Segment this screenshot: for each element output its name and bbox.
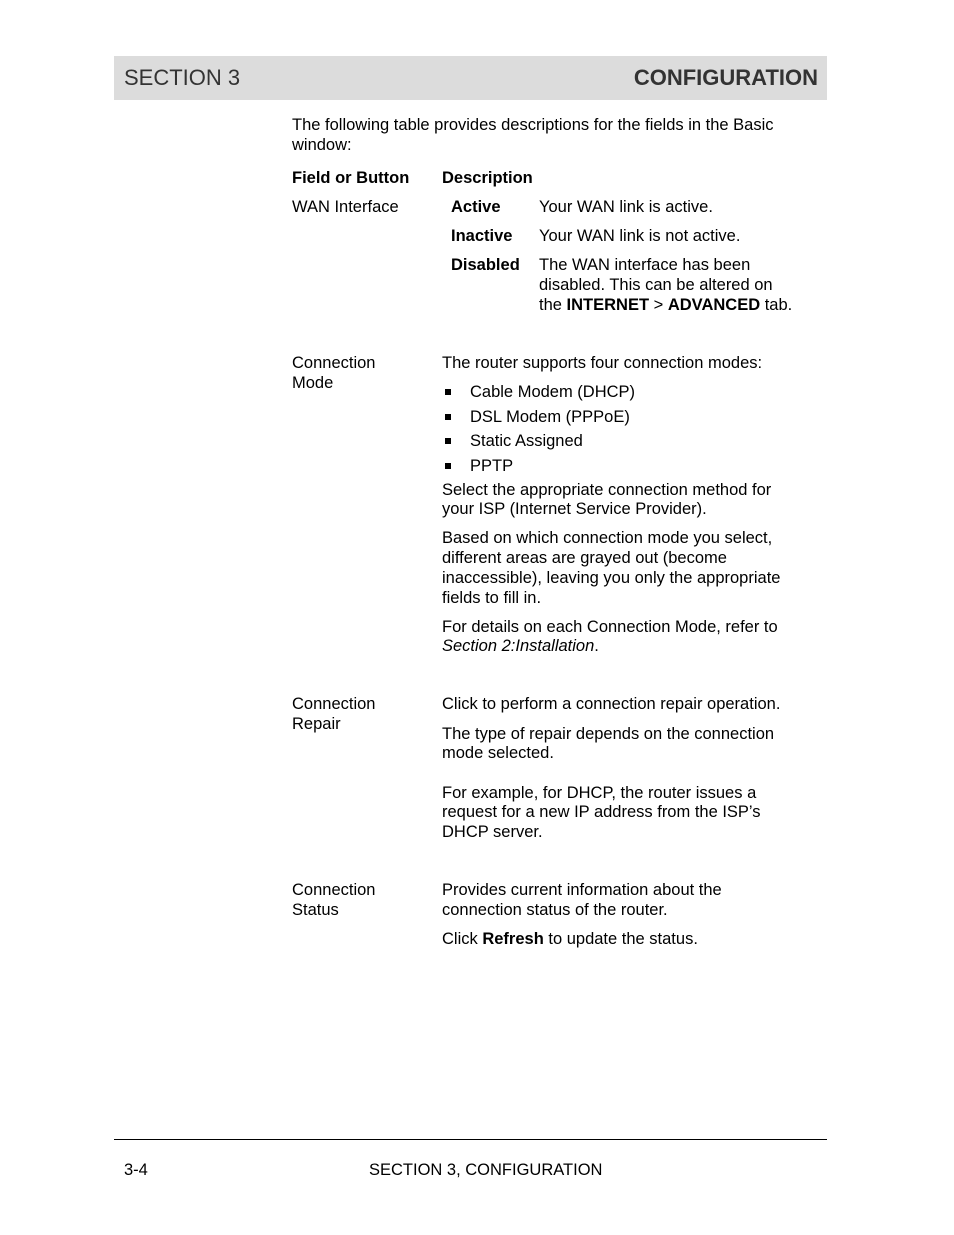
col-header-field: Field or Button	[292, 169, 410, 187]
status-p2: Click Refresh to update the status.	[442, 930, 698, 948]
footer-title: SECTION 3, CONFIGURATION	[369, 1161, 603, 1179]
mode-p3-2: Section 2:Installation.	[442, 637, 599, 655]
field-wan-interface: WAN Interface	[292, 198, 399, 216]
repair-p2-2: mode selected.	[442, 744, 554, 762]
field-connection-repair-1: Connection	[292, 695, 376, 713]
state-disabled: Disabled	[451, 256, 520, 274]
section-title: CONFIGURATION	[633, 65, 818, 90]
field-connection-status-2: Status	[292, 901, 339, 919]
mode-p2-4: fields to fill in.	[442, 589, 542, 607]
repair-p3-3: DHCP server.	[442, 823, 543, 841]
list-item: PPTP	[442, 456, 635, 481]
field-connection-status-1: Connection	[292, 881, 376, 899]
field-connection-mode-2: Mode	[292, 374, 334, 392]
section-number: SECTION 3	[124, 65, 241, 90]
state-active: Active	[451, 198, 501, 216]
section-header	[114, 56, 827, 100]
mode-p2-1: Based on which connection mode you select,	[442, 529, 773, 547]
repair-p1: Click to perform a connection repair operation.	[442, 695, 781, 713]
state-disabled-desc-2: disabled. This can be altered on	[539, 276, 773, 294]
field-connection-mode-1: Connection	[292, 354, 376, 372]
mode-p1-2: your ISP (Internet Service Provider).	[442, 500, 707, 518]
mode-lead: The router supports four connection modes:	[442, 354, 763, 372]
list-item: DSL Modem (PPPoE)	[442, 407, 635, 432]
mode-p2-3: inaccessible), leaving you only the appropriate	[442, 569, 781, 587]
intro-paragraph: The following table provides descriptions for the fields in the Basic window:	[292, 116, 774, 154]
list-item: Cable Modem (DHCP)	[442, 382, 635, 407]
col-header-description: Description	[442, 169, 533, 187]
mode-p2-2: different areas are grayed out (become	[442, 549, 727, 567]
mode-p3-1: For details on each Connection Mode, refer to	[442, 618, 778, 636]
footer-divider	[114, 1139, 827, 1140]
mode-list	[442, 382, 635, 480]
field-connection-repair-2: Repair	[292, 715, 341, 733]
section-reference: Section 2:Installation	[442, 637, 595, 655]
state-active-desc: Your WAN link is active.	[539, 198, 713, 216]
state-disabled-desc-3: the INTERNET > ADVANCED tab.	[539, 296, 793, 314]
state-inactive-desc: Your WAN link is not active.	[539, 227, 741, 245]
list-item: Static Assigned	[442, 431, 635, 456]
refresh-reference: Refresh	[482, 930, 544, 948]
status-p1-2: connection status of the router.	[442, 901, 668, 919]
page-number: 3-4	[124, 1161, 148, 1179]
state-inactive: Inactive	[451, 227, 513, 245]
state-disabled-desc-1: The WAN interface has been	[539, 256, 751, 274]
repair-p3-2: request for a new IP address from the ISP’s	[442, 803, 761, 821]
status-p1-1: Provides current information about the	[442, 881, 722, 899]
repair-p3-1: For example, for DHCP, the router issues a	[442, 784, 757, 802]
mode-p1-1: Select the appropriate connection method for	[442, 481, 772, 499]
repair-p2-1: The type of repair depends on the connection	[442, 725, 775, 743]
